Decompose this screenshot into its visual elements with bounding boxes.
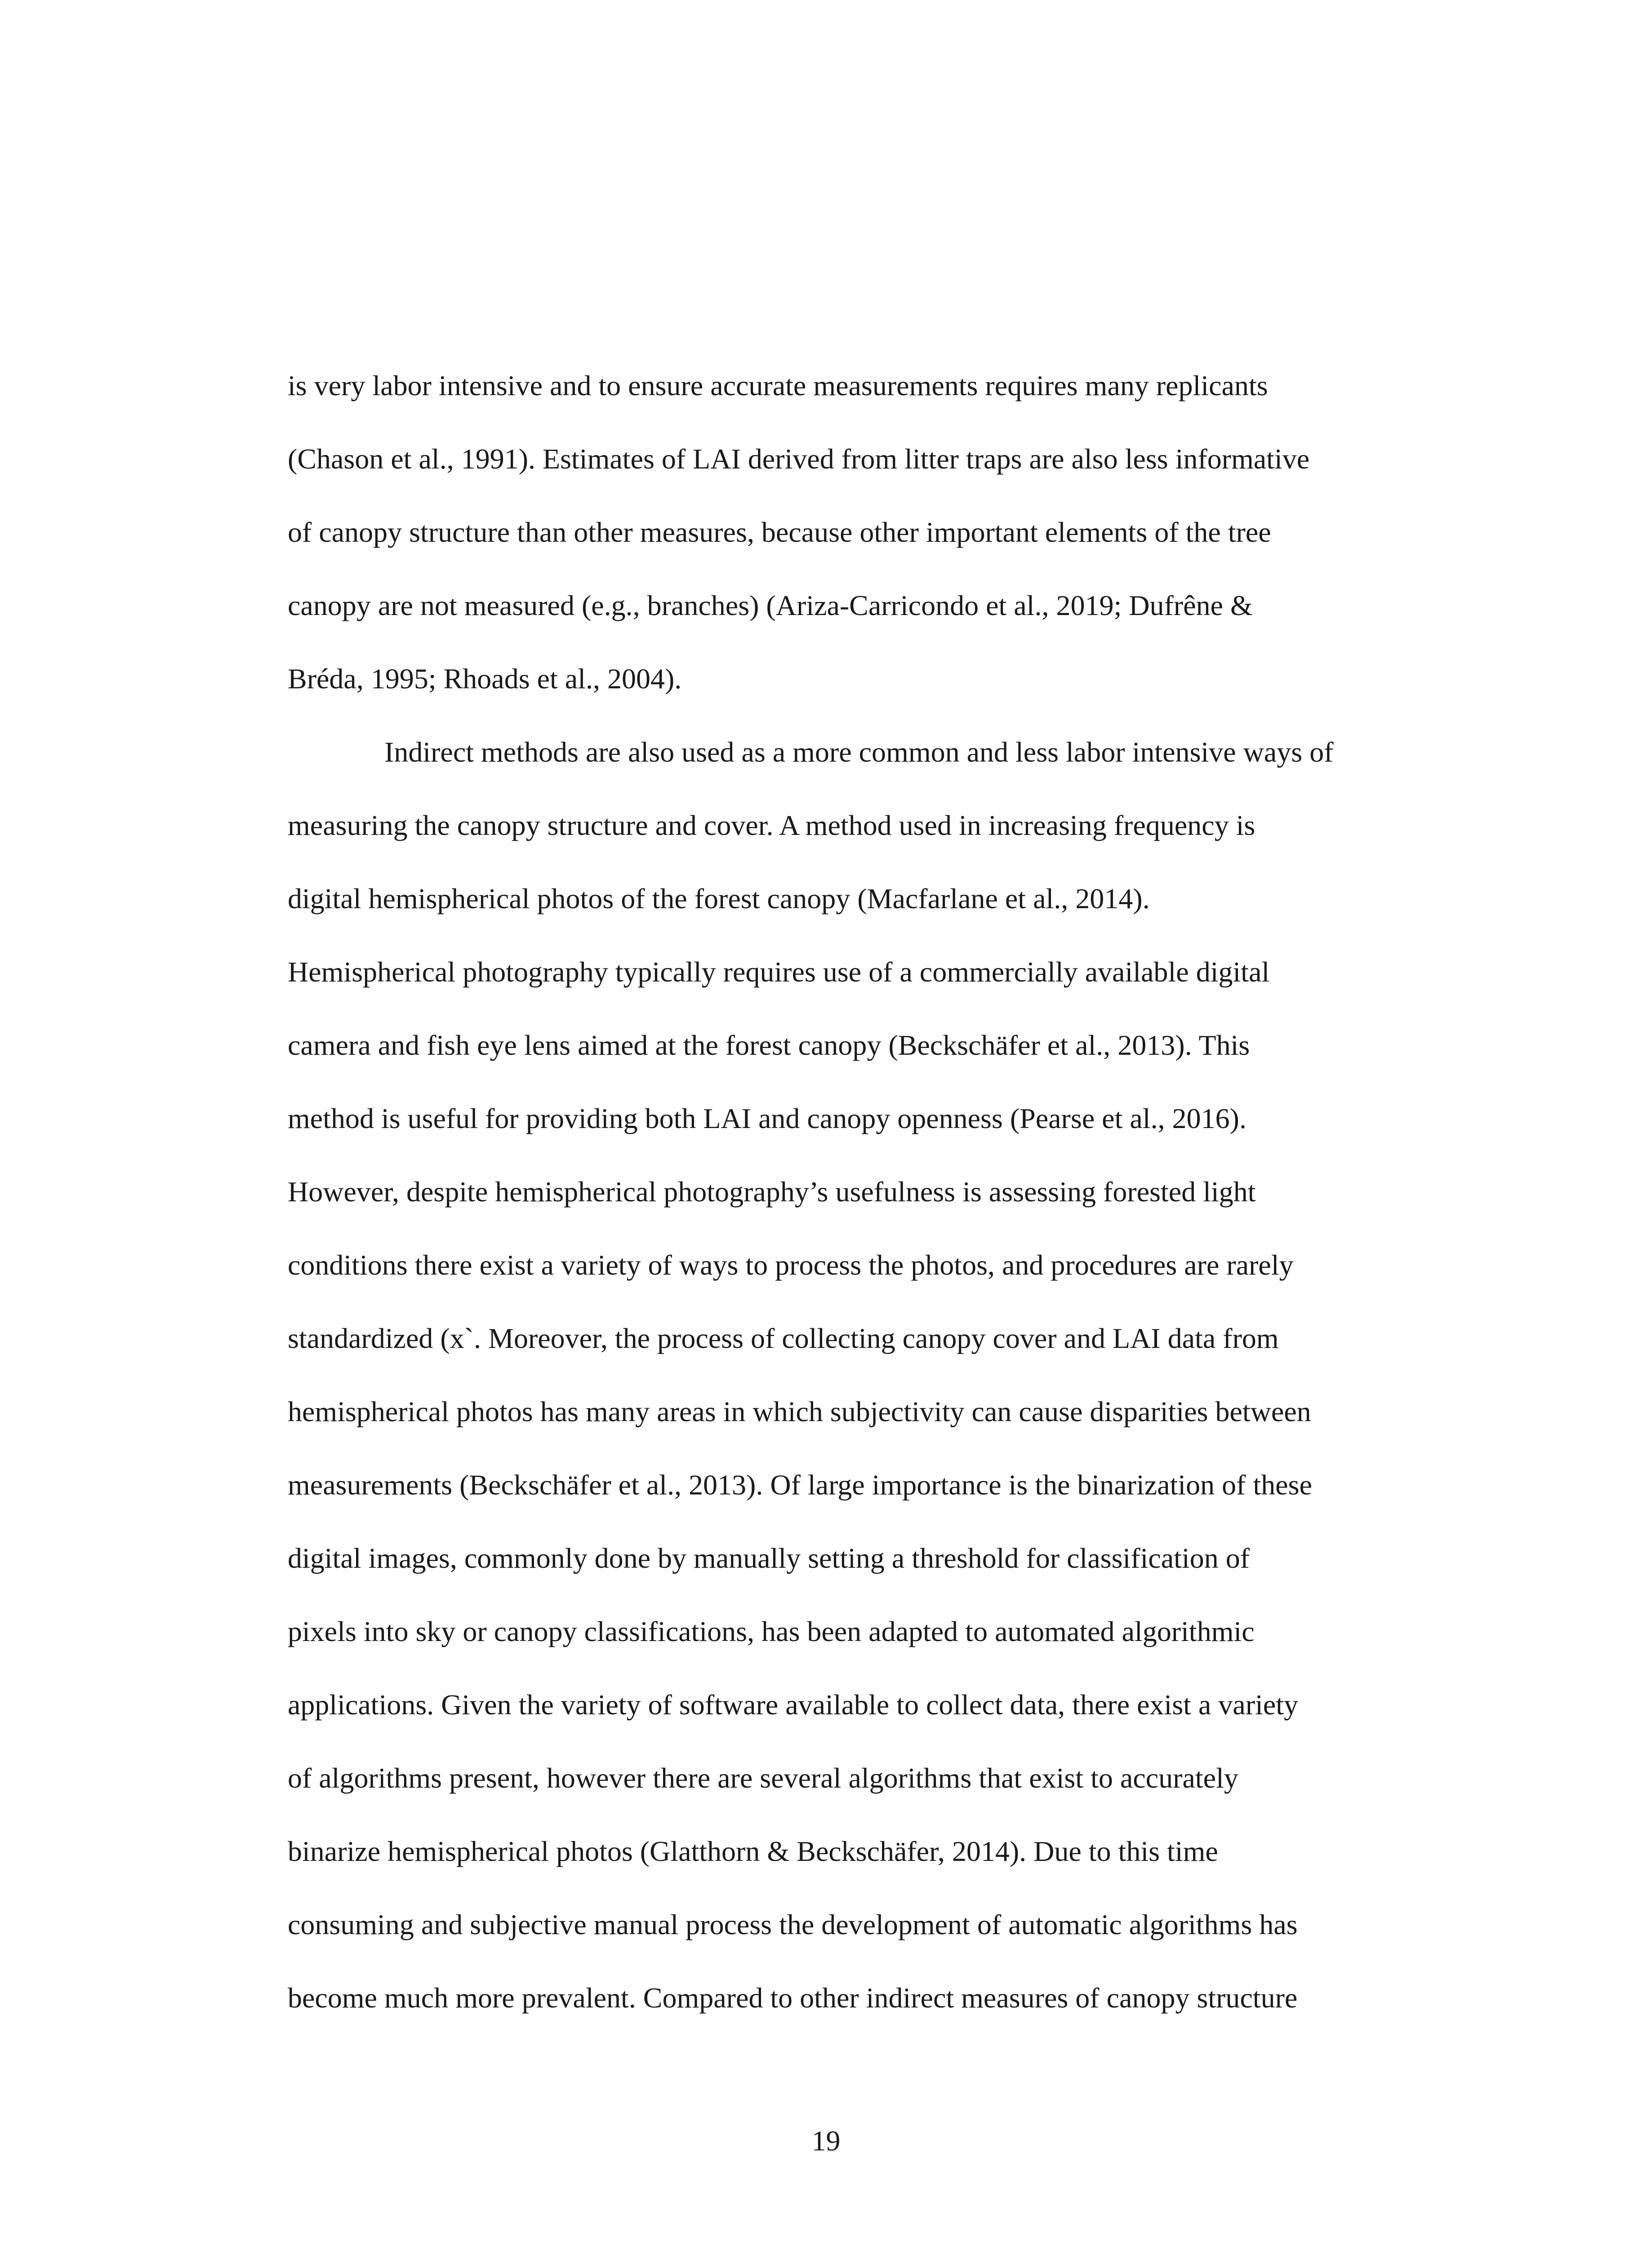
- paragraph-first-line: Indirect methods are also used as a more common and less labor intensive ways of: [384, 736, 1334, 768]
- text-line: applications. Given the variety of software available to collect data, there exist a variety: [288, 1689, 1298, 1721]
- text-line: canopy are not measured (e.g., branches) (Ariza-Carricondo et al., 2019; Dufrêne &: [288, 589, 1253, 621]
- page-number: 19: [811, 2125, 841, 2157]
- text-line: pixels into sky or canopy classifications, has been adapted to automated algorithmic: [288, 1615, 1255, 1647]
- text-line: measuring the canopy structure and cover. A method used in increasing frequency is: [288, 809, 1256, 841]
- text-line: consuming and subjective manual process the development of automatic algorithms has: [288, 1909, 1298, 1940]
- text-line: conditions there exist a variety of ways to process the photos, and procedures are rarely: [288, 1249, 1294, 1281]
- text-line: Bréda, 1995; Rhoads et al., 2004).: [288, 663, 682, 695]
- text-line: camera and fish eye lens aimed at the forest canopy (Beckschäfer et al., 2013). This: [288, 1029, 1250, 1061]
- text-line: digital hemispherical photos of the forest canopy (Macfarlane et al., 2014).: [288, 883, 1150, 914]
- text-line: of algorithms present, however there are several algorithms that exist to accurately: [288, 1762, 1238, 1794]
- text-line: standardized (x`. Moreover, the process of collecting canopy cover and LAI data from: [288, 1322, 1279, 1354]
- text-line: is very labor intensive and to ensure accurate measurements requires many replicants: [288, 370, 1268, 401]
- text-line: of canopy structure than other measures, because other important elements of the tree: [288, 516, 1271, 548]
- text-line: However, despite hemispherical photography’s usefulness is assessing forested light: [288, 1176, 1256, 1208]
- text-line: (Chason et al., 1991). Estimates of LAI derived from litter traps are also less informative: [288, 443, 1310, 475]
- text-line: measurements (Beckschäfer et al., 2013). Of large importance is the binarization of these: [288, 1469, 1312, 1501]
- text-line: Hemispherical photography typically requires use of a commercially available digital: [288, 956, 1270, 988]
- text-line: binarize hemispherical photos (Glatthorn & Beckschäfer, 2014). Due to this time: [288, 1835, 1218, 1867]
- text-line: method is useful for providing both LAI and canopy openness (Pearse et al., 2016).: [288, 1102, 1247, 1134]
- text-line: hemispherical photos has many areas in which subjectivity can cause disparities between: [288, 1396, 1311, 1427]
- text-line: digital images, commonly done by manually setting a threshold for classification of: [288, 1542, 1250, 1574]
- text-line: become much more prevalent. Compared to other indirect measures of canopy structure: [288, 1982, 1298, 2014]
